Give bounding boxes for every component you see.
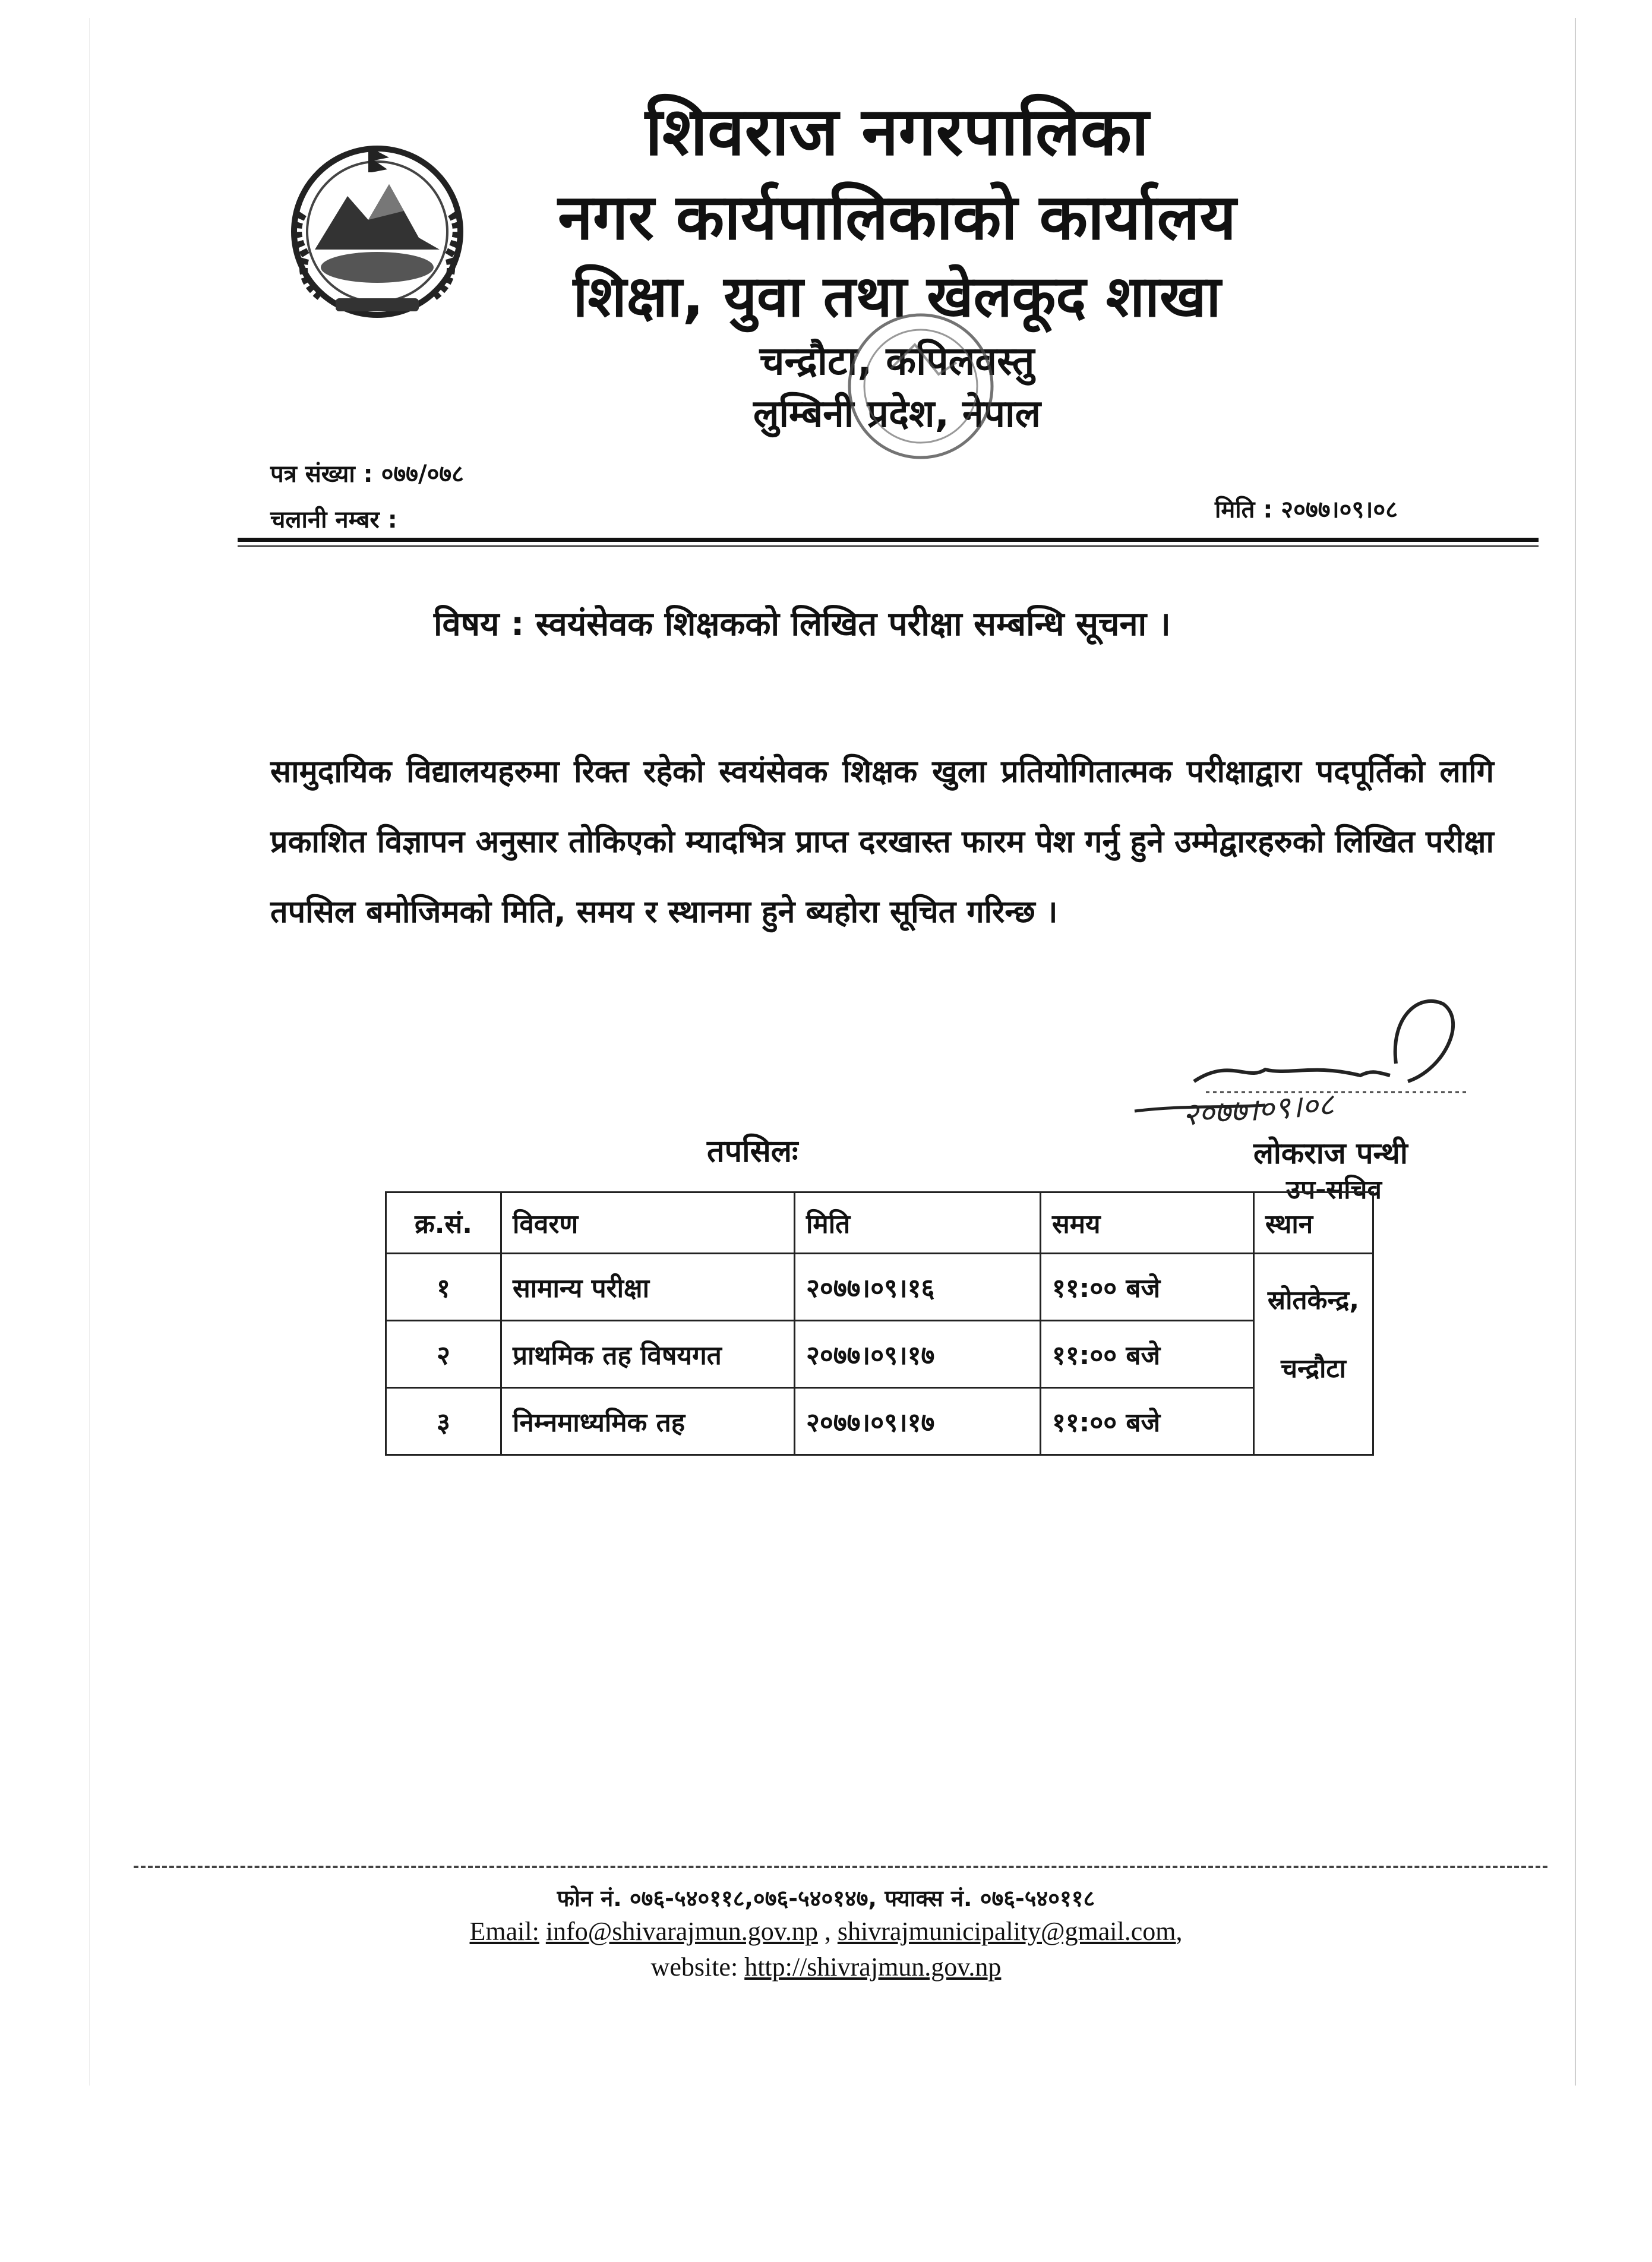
footer-website-line xyxy=(0,1952,1652,1982)
signature-date: २०७७।०९।०८ xyxy=(1181,1087,1335,1133)
header-divider xyxy=(238,538,1539,542)
municipality-name: शिवराज नगरपालिका xyxy=(645,93,1149,171)
schedule-heading: तपसिलः xyxy=(707,1134,798,1169)
row-description: सामान्य परीक्षा xyxy=(501,1254,795,1321)
row-time: ११:०० बजे xyxy=(1041,1388,1254,1455)
exam-venue xyxy=(1254,1254,1373,1455)
row-date: २०७७।०९।१७ xyxy=(795,1388,1041,1455)
website-link[interactable]: http://shivrajmun.gov.np xyxy=(744,1952,1002,1982)
row-description: प्राथमिक तह विषयगत xyxy=(501,1321,795,1388)
email-link-info[interactable]: info@shivarajmun.gov.np xyxy=(545,1917,818,1946)
email-label: Email: xyxy=(469,1917,539,1946)
office-name: नगर कार्यपालिकाको कार्यालय xyxy=(558,181,1236,254)
table-row xyxy=(386,1388,1373,1455)
column-header-date: मिति xyxy=(795,1192,1041,1254)
website-label: website: xyxy=(650,1952,738,1982)
row-date: २०७७।०९।१७ xyxy=(795,1321,1041,1388)
table-row xyxy=(386,1321,1373,1388)
footer-email-line xyxy=(0,1916,1652,1946)
row-description: निम्नमाध्यमिक तह xyxy=(501,1388,795,1455)
table-row xyxy=(386,1254,1373,1321)
table-header-row xyxy=(386,1192,1373,1254)
row-serial: २ xyxy=(386,1321,501,1388)
row-serial: १ xyxy=(386,1254,501,1321)
footer-phone-numbers: फोन नं. ०७६-५४०११८,०७६-५४०१४७, फ्याक्स नं. ०७६-५४०११८ xyxy=(557,1885,1095,1911)
office-stamp xyxy=(820,297,1016,475)
letter-date: मिति : २०७७।०९।०८ xyxy=(1215,496,1398,523)
row-time: ११:०० बजे xyxy=(1041,1254,1254,1321)
office-province: लुम्बिनी प्रदेश, नेपाल xyxy=(753,392,1041,436)
row-date: २०७७।०९।१६ xyxy=(795,1254,1041,1321)
column-header-serial: क्र.सं. xyxy=(386,1192,501,1254)
email-separator: , xyxy=(824,1917,831,1946)
section-name: शिक्षा, युवा तथा खेलकूद शाखा xyxy=(573,263,1221,330)
exam-schedule-table xyxy=(385,1191,1374,1456)
email-end: , xyxy=(1176,1917,1183,1946)
footer-divider xyxy=(134,1866,1547,1868)
dispatch-number: चलानी नम्बर : xyxy=(270,506,397,534)
nepal-emblem-logo xyxy=(279,131,475,327)
row-serial: ३ xyxy=(386,1388,501,1455)
column-header-description: विवरण xyxy=(501,1192,795,1254)
venue-line-1: स्रोतकेन्द्र, xyxy=(1267,1285,1360,1315)
column-header-time: समय xyxy=(1041,1192,1254,1254)
letter-subject: विषय : स्वयंसेवक शिक्षकको लिखित परीक्षा सम्बन्धि सूचना । xyxy=(434,605,1171,643)
header-divider-thin xyxy=(238,545,1539,547)
notice-body: सामुदायिक विद्यालयहरुमा रिक्त रहेको स्वयंसेवक शिक्षक खुला प्रतियोगितात्मक परीक्षाद्वारा पदपूर्तिको लागि प्रकाशित विज्ञापन अनुसार तोकिएको म्यादभित्र प्राप्त दरखास्त फारम पेश गर्नु हुने उम्मेद्वारहरुको लिखित परीक्षा तपसिल बमोजिमको मिति, समय र स्थानमा हुने ब्यहोरा सूचित गरिन्छ । xyxy=(270,754,1494,930)
row-time: ११:०० बजे xyxy=(1041,1321,1254,1388)
venue-line-2: चन्द्रौटा xyxy=(1281,1354,1346,1384)
column-header-place: स्थान xyxy=(1254,1192,1373,1254)
signer-name: लोकराज पन्थी xyxy=(1253,1136,1408,1171)
signer-title: उप-सचिव xyxy=(1286,1175,1382,1205)
email-link-gmail[interactable]: shivrajmunicipality@gmail.com xyxy=(837,1917,1176,1946)
office-location: चन्द्रौटा, कपिलवस्तु xyxy=(759,338,1035,384)
letter-reference-number: पत्र संख्या : ०७७/०७८ xyxy=(270,460,464,488)
